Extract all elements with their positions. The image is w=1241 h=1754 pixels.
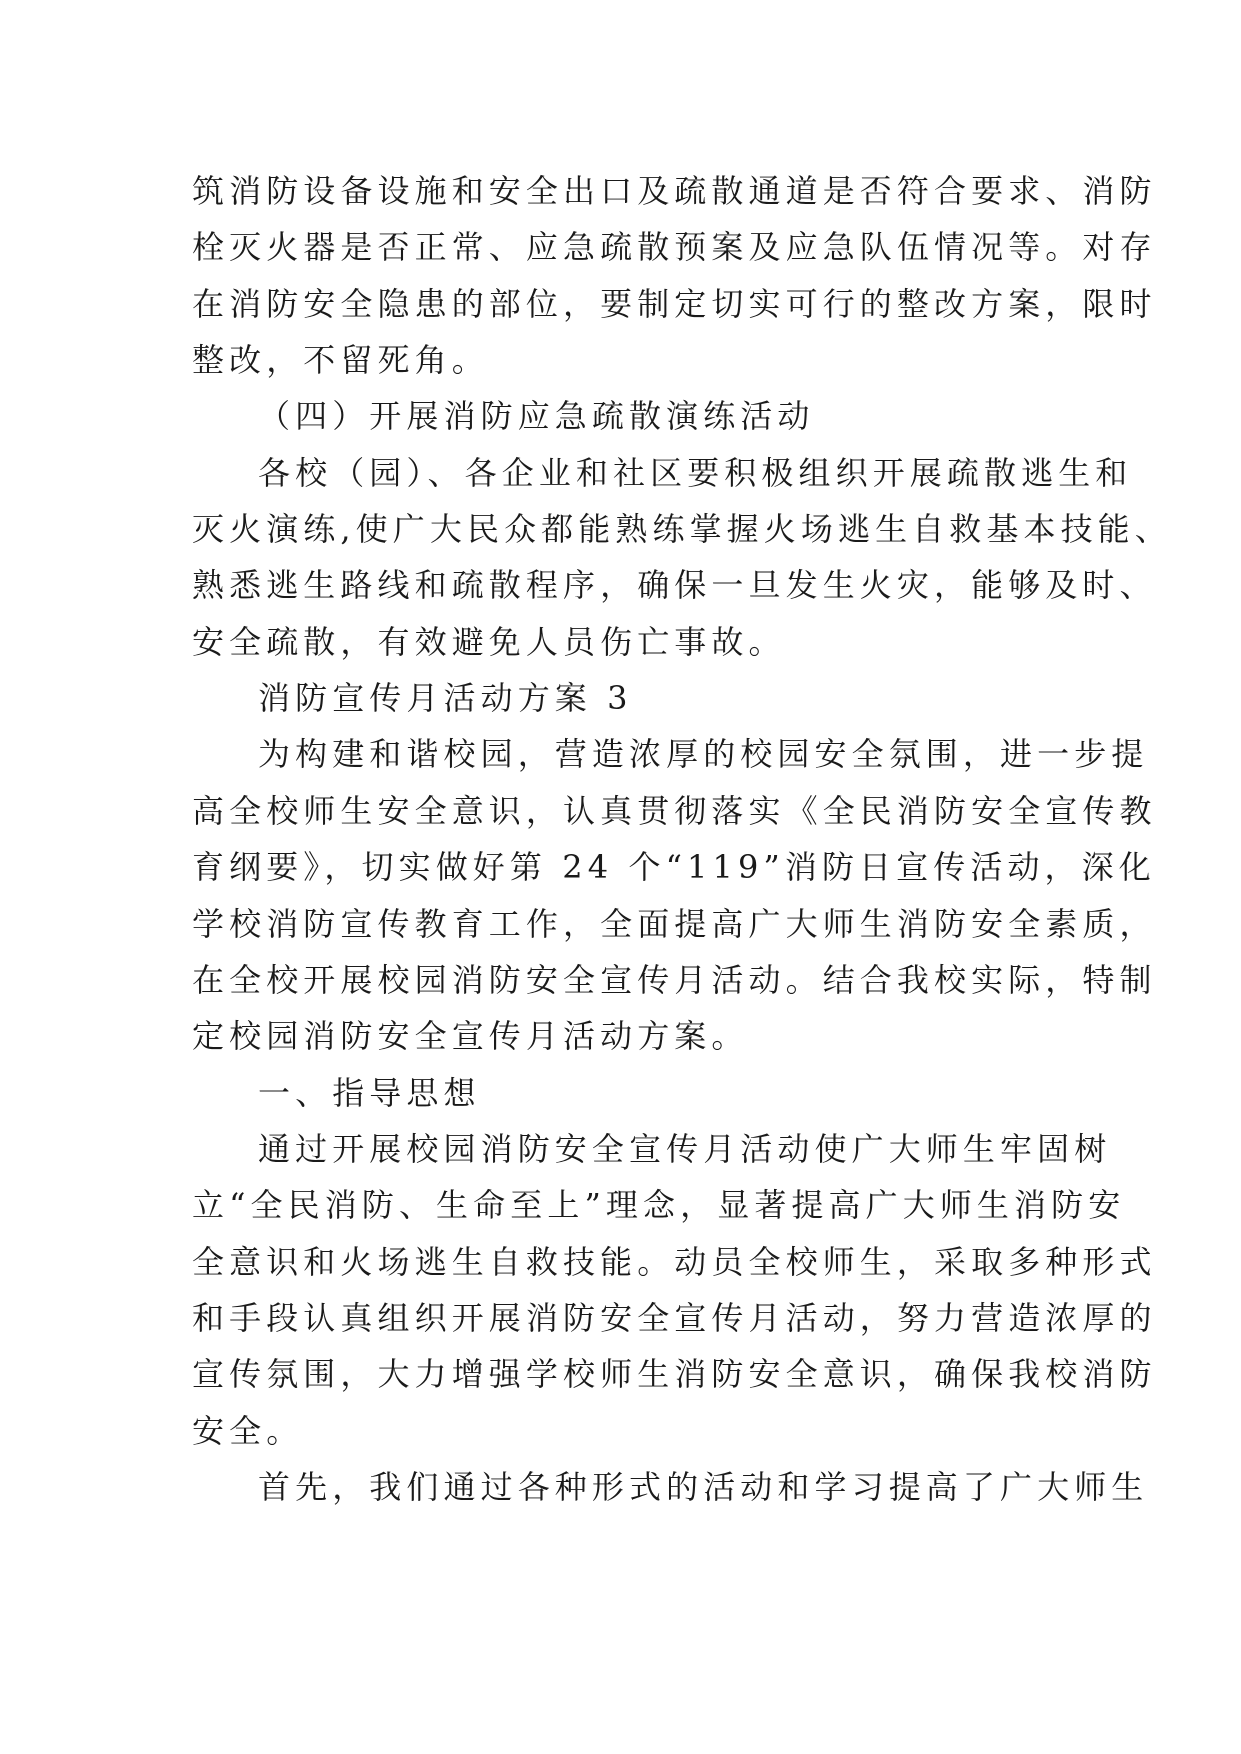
body-text-line: 为构建和谐校园，营造浓厚的校园安全氛围，进一步提 xyxy=(258,735,1149,773)
body-text-line: 全意识和火场逃生自救技能。动员全校师生，采取多种形式 xyxy=(192,1243,1157,1281)
body-text-line: 在全校开展校园消防安全宣传月活动。结合我校实际，特制 xyxy=(192,961,1157,999)
body-text-line: 筑消防设备设施和安全出口及疏散通道是否符合要求、消防 xyxy=(192,172,1157,210)
body-text-line: 首先，我们通过各种形式的活动和学习提高了广大师生 xyxy=(258,1468,1149,1506)
body-text-line: 通过开展校园消防安全宣传月活动使广大师生牢固树 xyxy=(258,1130,1112,1168)
body-text-line: 立“全民消防、生命至上”理念，显著提高广大师生消防安 xyxy=(192,1186,1126,1224)
body-text-line: 在消防安全隐患的部位，要制定切实可行的整改方案，限时 xyxy=(192,285,1157,323)
section-heading: 一、指导思想 xyxy=(258,1074,481,1112)
body-text-line: 栓灭火器是否正常、应急疏散预案及应急队伍情况等。对存 xyxy=(192,228,1157,266)
body-text-line: 育纲要》，切实做好第 24 个“119”消防日宣传活动，深化 xyxy=(192,848,1156,886)
body-text-line: 整改，不留死角。 xyxy=(192,341,489,379)
body-text-line: 宣传氛围，大力增强学校师生消防安全意识，确保我校消防 xyxy=(192,1355,1157,1393)
document-subtitle: 消防宣传月活动方案 3 xyxy=(258,679,633,717)
body-text-line: 安全疏散，有效避免人员伤亡事故。 xyxy=(192,623,786,661)
section-heading: （四）开展消防应急疏散演练活动 xyxy=(258,397,815,435)
body-text-line: 各校（园）、各企业和社区要积极组织开展疏散逃生和 xyxy=(258,454,1133,492)
body-text-line: 灭火演练,使广大民众都能熟练掌握火场逃生自救基本技能、 xyxy=(192,510,1172,548)
body-text-line: 定校园消防安全宣传月活动方案。 xyxy=(192,1017,749,1055)
body-text-line: 和手段认真组织开展消防安全宣传月活动，努力营造浓厚的 xyxy=(192,1299,1157,1337)
body-text-line: 熟悉逃生路线和疏散程序，确保一旦发生火灾，能够及时、 xyxy=(192,566,1157,604)
body-text-line: 学校消防宣传教育工作，全面提高广大师生消防安全素质， xyxy=(192,905,1157,943)
body-text-line: 安全。 xyxy=(192,1412,304,1450)
body-text-line: 高全校师生安全意识，认真贯彻落实《全民消防安全宣传教 xyxy=(192,792,1157,830)
